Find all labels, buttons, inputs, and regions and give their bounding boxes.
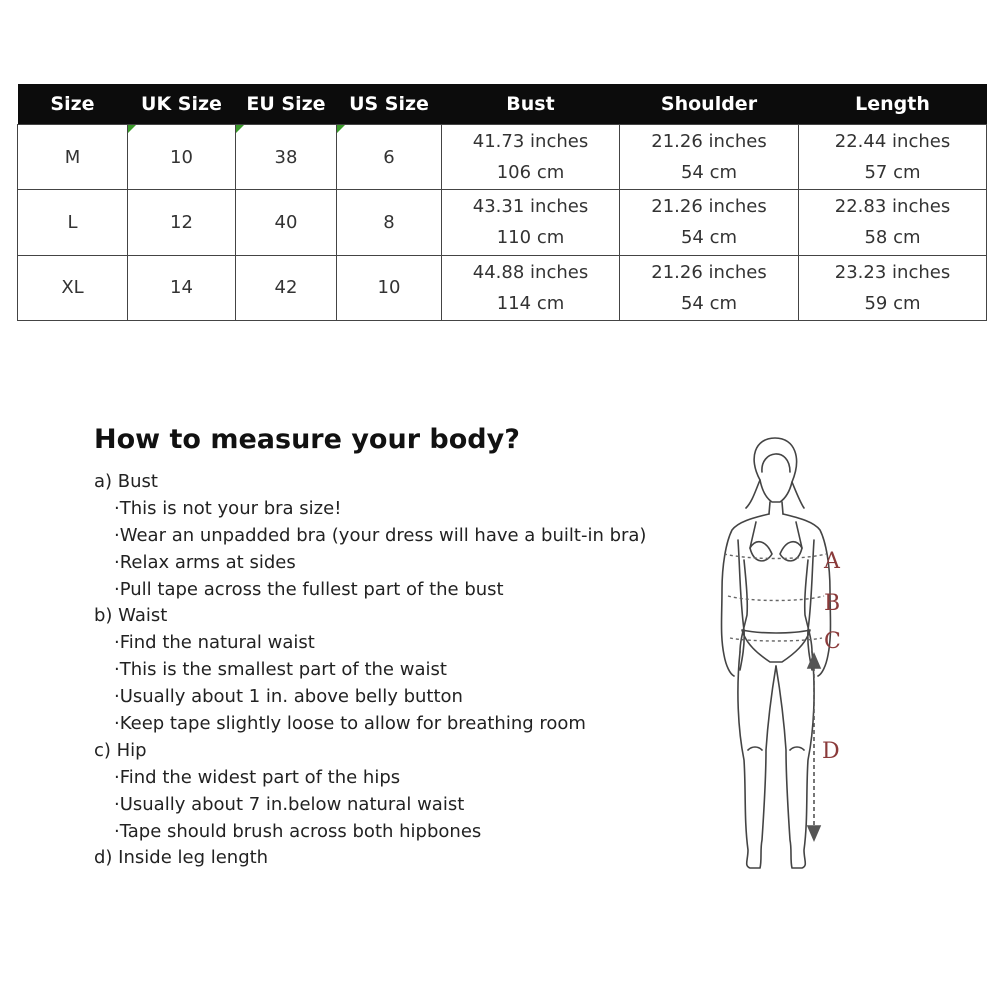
cell-bust	[442, 255, 620, 320]
instruction-line: ·Wear an unpadded bra (your dress will have a built-in bra)	[114, 524, 647, 546]
cell-us-size: 10	[337, 255, 442, 320]
cell-us-size	[337, 125, 442, 190]
bust-inches: 44.88 inches	[472, 261, 589, 283]
cell-eu-size	[236, 125, 337, 190]
instruction-line: ·Relax arms at sides	[114, 551, 296, 573]
instruction-line: ·Usually about 1 in. above belly button	[114, 686, 463, 708]
cell-length	[799, 125, 987, 190]
length-cm: 58 cm	[864, 227, 921, 249]
header-bust: Bust	[442, 84, 620, 125]
header-eu-size: EU Size	[236, 84, 337, 125]
instruction-line: ·Find the natural waist	[114, 632, 315, 654]
cell-uk-size	[128, 125, 236, 190]
cell-uk-size: 12	[128, 190, 236, 255]
table-row	[18, 255, 987, 320]
label-c: C	[824, 629, 841, 654]
label-d: D	[822, 739, 840, 764]
shoulder-cm: 54 cm	[680, 292, 738, 314]
length-inches: 23.23 inches	[834, 261, 951, 283]
cell-size: XL	[18, 255, 128, 320]
bust-inches: 41.73 inches	[472, 131, 589, 153]
instruction-line: ·This is the smallest part of the waist	[114, 659, 447, 681]
header-us-size: US Size	[337, 84, 442, 125]
measure-guide-title: How to measure your body?	[94, 424, 520, 455]
cell-size: M	[18, 125, 128, 190]
cell-size: L	[18, 190, 128, 255]
cell-uk-size: 14	[128, 255, 236, 320]
header-length: Length	[799, 84, 987, 125]
header-size: Size	[18, 84, 128, 125]
instruction-line: a) Bust	[94, 471, 158, 492]
cell-shoulder	[620, 190, 799, 255]
instruction-line: ·This is not your bra size!	[114, 497, 342, 519]
cell-us-value: 6	[383, 146, 395, 168]
cell-bust	[442, 125, 620, 190]
cell-uk-value: 10	[170, 146, 193, 168]
length-inches: 22.83 inches	[834, 196, 951, 218]
instruction-line: c) Hip	[94, 739, 147, 761]
comment-marker	[236, 125, 244, 133]
instruction-line: ·Usually about 7 in.below natural waist	[114, 793, 465, 815]
length-cm: 59 cm	[864, 292, 921, 314]
bust-cm: 106 cm	[496, 162, 565, 184]
shoulder-cm: 54 cm	[680, 162, 738, 184]
table-row	[18, 125, 987, 190]
size-chart-table	[17, 84, 987, 321]
cell-us-size: 8	[337, 190, 442, 255]
measure-instructions	[94, 469, 646, 872]
header-shoulder: Shoulder	[620, 84, 799, 125]
bust-cm: 114 cm	[496, 292, 565, 314]
cell-bust	[442, 190, 620, 255]
instruction-line: ·Pull tape across the fullest part of the bust	[114, 578, 504, 600]
header-uk-size: UK Size	[128, 84, 236, 125]
comment-marker	[337, 125, 345, 133]
cell-eu-value: 38	[274, 146, 298, 168]
cell-length	[799, 255, 987, 320]
length-cm: 57 cm	[864, 162, 921, 184]
table-header-row	[18, 84, 987, 125]
shoulder-cm: 54 cm	[680, 227, 738, 249]
instruction-line: ·Find the widest part of the hips	[114, 766, 401, 788]
length-inches: 22.44 inches	[834, 131, 951, 153]
instruction-line: b) Waist	[94, 605, 168, 627]
cell-eu-size: 40	[236, 190, 337, 255]
shoulder-inches: 21.26 inches	[651, 196, 767, 218]
shoulder-inches: 21.26 inches	[651, 131, 767, 153]
bust-cm: 110 cm	[496, 227, 565, 249]
table-row	[18, 190, 987, 255]
comment-marker	[128, 125, 136, 133]
instruction-line: ·Tape should brush across both hipbones	[114, 820, 482, 842]
instruction-line: ·Keep tape slightly loose to allow for breathing room	[114, 713, 586, 735]
cell-eu-size: 42	[236, 255, 337, 320]
instruction-line: d) Inside leg length	[94, 847, 269, 869]
label-b: B	[824, 591, 841, 616]
cell-length	[799, 190, 987, 255]
cell-shoulder	[620, 125, 799, 190]
bust-inches: 43.31 inches	[472, 196, 589, 218]
body-measurement-figure	[700, 430, 870, 880]
arrow-down-icon	[808, 826, 820, 840]
shoulder-inches: 21.26 inches	[651, 261, 767, 283]
label-a: A	[824, 549, 840, 574]
cell-shoulder	[620, 255, 799, 320]
